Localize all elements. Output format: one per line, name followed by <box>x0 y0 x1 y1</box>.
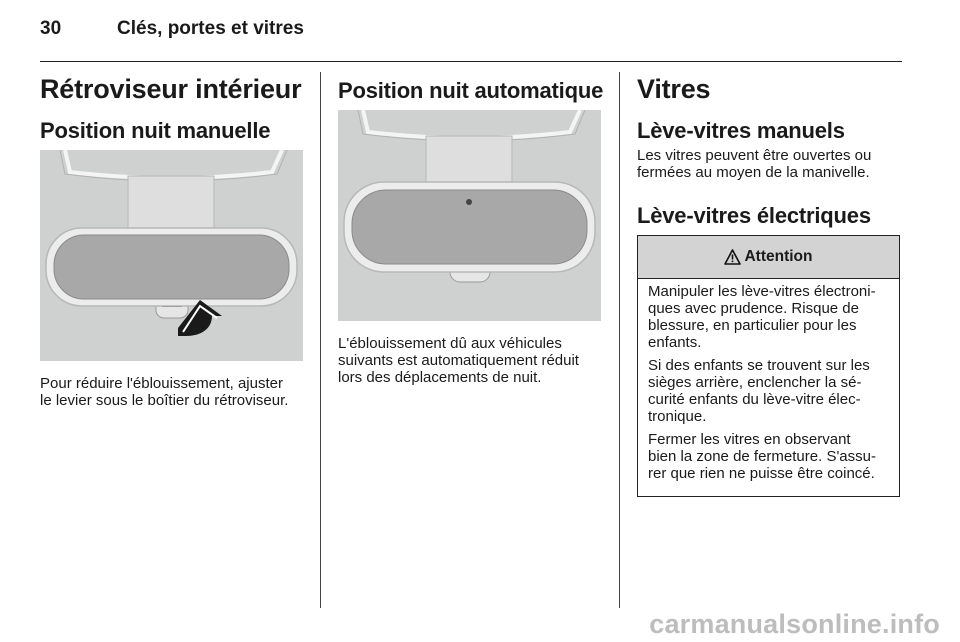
text-line: lors des déplacements de nuit. <box>338 369 542 386</box>
attention-paragraph <box>648 431 889 482</box>
column-divider-2 <box>619 72 620 608</box>
text-auto-night <box>338 335 613 386</box>
section-heading-windows: Vitres <box>637 74 711 104</box>
text-line: Si des enfants se trouvent sur les <box>648 357 870 374</box>
warning-icon <box>724 249 741 265</box>
text-line: L'éblouissement dû aux véhicules <box>338 335 562 352</box>
text-line: Manipuler les lève-vitres électroni- <box>648 283 876 300</box>
text-line: ques avec prudence. Risque de <box>648 300 859 317</box>
text-line: fermées au moyen de la manivelle. <box>637 164 870 181</box>
attention-paragraph <box>648 357 889 425</box>
text-line: Fermer les vitres en observant <box>648 431 851 448</box>
text-line: Pour réduire l'éblouissement, ajuster <box>40 375 283 392</box>
subheading-electric-windows: Lève-vitres électriques <box>637 203 871 228</box>
figure-auto-mirror <box>338 110 601 321</box>
subheading-auto-night: Position nuit automatique <box>338 78 604 103</box>
text-line: curité enfants du lève-vitre élec- <box>648 391 861 408</box>
mirror-manual-illustration <box>40 150 303 361</box>
section-heading-mirror: Rétroviseur intérieur <box>40 74 302 104</box>
subheading-manual-night: Position nuit manuelle <box>40 118 271 143</box>
text-line: Les vitres peuvent être ouvertes ou <box>637 147 872 164</box>
page-number: 30 <box>40 18 62 39</box>
text-line: rer que rien ne puisse être coincé. <box>648 465 875 482</box>
subheading-manual-windows: Lève-vitres manuels <box>637 118 845 143</box>
text-manual-windows <box>637 147 907 181</box>
attention-title: Attention <box>744 248 813 265</box>
attention-header <box>638 236 899 279</box>
text-line: enfants. <box>648 334 702 351</box>
text-line: blessure, en particulier pour les <box>648 317 857 334</box>
chapter-title: Clés, portes et vitres <box>117 18 304 39</box>
text-line: bien la zone de fermeture. S'assu- <box>648 448 876 465</box>
attention-box <box>637 235 900 497</box>
attention-text <box>638 279 899 482</box>
column-divider-1 <box>320 72 321 608</box>
attention-paragraph <box>648 283 889 351</box>
mirror-auto-illustration <box>338 110 601 321</box>
text-line: le levier sous le boîtier du rétroviseur. <box>40 392 289 409</box>
text-line: sièges arrière, enclencher la sé- <box>648 374 862 391</box>
text-line: tronique. <box>648 408 707 425</box>
text-line: suivants est automatiquement réduit <box>338 352 579 369</box>
text-manual-night <box>40 375 315 409</box>
watermark[interactable]: carmanualsonline.info <box>649 609 940 639</box>
figure-manual-mirror <box>40 150 303 361</box>
header-rule <box>40 61 902 62</box>
